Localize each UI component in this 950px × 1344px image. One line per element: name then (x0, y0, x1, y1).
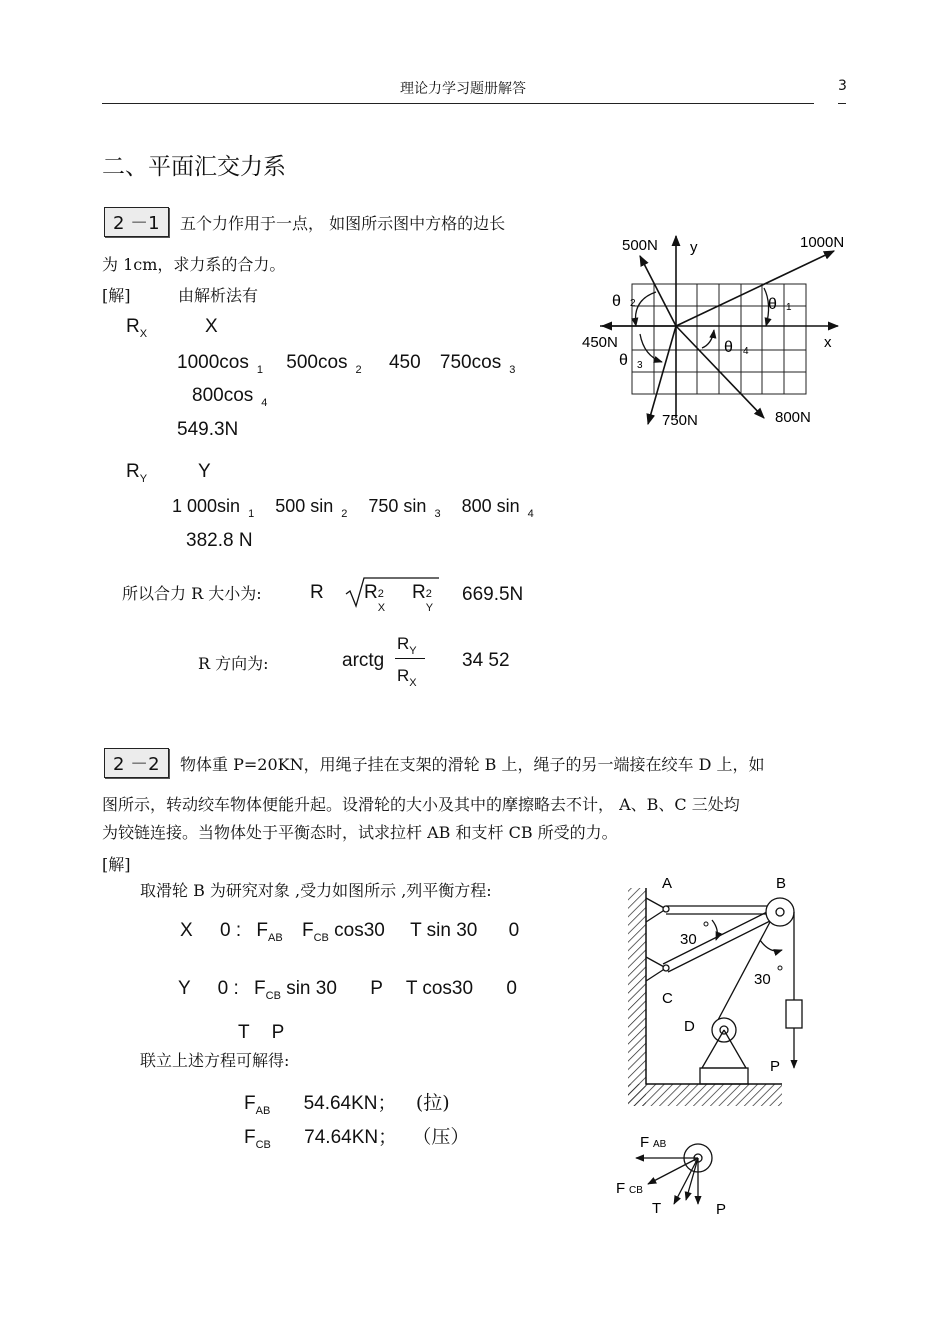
direction-label: R 方向为: (198, 654, 269, 673)
method-text: 由解析法有 (178, 286, 259, 305)
ry-line1: 1 000sin $_1$ 500 sin $_2$ 750 sin $_3$ 800 sin $_4$ (172, 496, 534, 520)
problem-2-2-text-line3: 为铰链连接。当物体处于平衡态时，试求拉杆 AB 和支杆 CB 所受的力。 (102, 823, 618, 842)
label-x: x (824, 334, 832, 351)
label-1000n: 1000N (800, 234, 845, 251)
fbd-label-p: P (716, 1201, 727, 1218)
magnitude-ry-squared: R 2 Y (412, 582, 434, 614)
force-500n (640, 256, 676, 326)
label-theta2-sub: 2 (630, 298, 636, 309)
ground-hatch (628, 1084, 782, 1106)
problem-2-1-text-line1: 五个力作用于一点， 如图所示图中方格的边长 (180, 214, 506, 233)
fraction-bar (395, 658, 425, 659)
label-800n: 800N (775, 409, 811, 426)
label-theta1-sub: 1 (786, 302, 792, 313)
label-750n: 750N (662, 412, 698, 429)
problem-2-2-text-line2: 图所示，转动绞车物体便能升起。设滑轮的大小及其中的摩擦略去不计， A、B、C 三处均 (102, 795, 740, 814)
label-theta1: θ (768, 296, 777, 313)
ry-result: 382.8 N (186, 530, 253, 551)
label-theta2: θ (612, 293, 621, 310)
label-angle-30-a: 30 (680, 931, 697, 948)
fbd-label-fcb-sub: CB (629, 1185, 643, 1196)
magnitude-rx-squared: R 2 X (364, 582, 386, 614)
direction-numerator: $R_Y$ (397, 634, 417, 657)
label-angle-30-b: 30 (754, 971, 771, 988)
problem-number-2-1: 2 －1 (104, 207, 169, 237)
rx-line2: 800cos $_4$ (192, 385, 268, 409)
equation-x: X 0 : $F_{AB}$ $F_{CB}$ cos30 T sin 30 0 (180, 920, 520, 944)
rx-line1: 1000cos $_1$ 500cos $_2$ 450 750cos $_3$ (177, 352, 516, 376)
direction-arctg: arctg (342, 650, 385, 671)
page-number: 3 (838, 78, 847, 94)
label-d: D (684, 1018, 695, 1035)
fbd-label-fcb: F (616, 1180, 626, 1197)
label-theta4-sub: 4 (743, 346, 749, 357)
solution-intro: 取滑轮 B 为研究对象 ,受力如图所示 ,列平衡方程: (140, 881, 492, 900)
page-number-rule (838, 103, 846, 104)
result-fcb: $F_{CB}$ 74.64KN； （压） (244, 1126, 470, 1151)
magnitude-label: 所以合力 R 大小为: (122, 584, 262, 603)
force-750n (648, 326, 676, 424)
direction-denominator: $R_X$ (397, 666, 417, 689)
result-fab: $F_{AB}$ 54.64KN； (拉) (244, 1092, 450, 1117)
equation-t-equals-p: T P (238, 1022, 285, 1043)
winch-base (700, 1068, 748, 1084)
label-theta3: θ (619, 352, 628, 369)
label-c: C (662, 990, 673, 1007)
weight-box (786, 1000, 802, 1028)
label-theta4: θ (724, 339, 733, 356)
label-theta3-sub: 3 (637, 360, 643, 371)
section-title: 二、平面汇交力系 (102, 154, 286, 180)
wall-hatch (628, 888, 646, 1106)
magnitude-value: 669.5N (462, 584, 524, 605)
label-a: A (662, 875, 673, 892)
rx-symbol: $R_X$ (126, 316, 148, 340)
grid-lines (632, 284, 806, 394)
label-y: y (690, 239, 698, 256)
problem-2-1-text-line2: 为 1cm，求力系的合力。 (102, 255, 286, 274)
figure-2-2-free-body-diagram (612, 1128, 732, 1220)
label-b: B (776, 875, 787, 892)
force-1000n (676, 251, 834, 326)
label-p: P (770, 1058, 781, 1075)
fbd-label-fab-sub: AB (653, 1139, 667, 1150)
pulley-b (766, 898, 794, 926)
ry-symbol: $R_Y$ (126, 461, 148, 485)
magnitude-R: R (310, 582, 324, 603)
equation-y: Y 0 : $F_{CB}$ sin 30 P T cos30 0 (178, 978, 517, 1002)
fbd-label-t: T (652, 1200, 662, 1217)
label-450n: 450N (582, 334, 618, 351)
direction-value: 34 52 (462, 650, 510, 671)
problem-2-2-text-line1: 物体重 P=20KN，用绳子挂在支架的滑轮 B 上，绳子的另一端接在绞车 D 上，如 (180, 755, 765, 774)
figure-2-1-force-grid (575, 228, 850, 438)
fbd-label-fab: F (640, 1134, 650, 1151)
solution-label-2-2: [解] (102, 855, 131, 874)
header-rule (102, 103, 814, 104)
combine-text: 联立上述方程可解得: (140, 1051, 290, 1070)
ry-sum-y: Y (198, 461, 211, 482)
label-500n: 500N (622, 237, 658, 254)
figure-2-2-pulley-system (620, 868, 810, 1112)
solution-label: [解] (102, 286, 131, 305)
problem-number-2-2: 2 －2 (104, 748, 169, 778)
header-title: 理论力学习题册解答 (400, 81, 526, 97)
rx-result: 549.3N (177, 419, 239, 440)
rx-sum-x: X (205, 316, 218, 337)
